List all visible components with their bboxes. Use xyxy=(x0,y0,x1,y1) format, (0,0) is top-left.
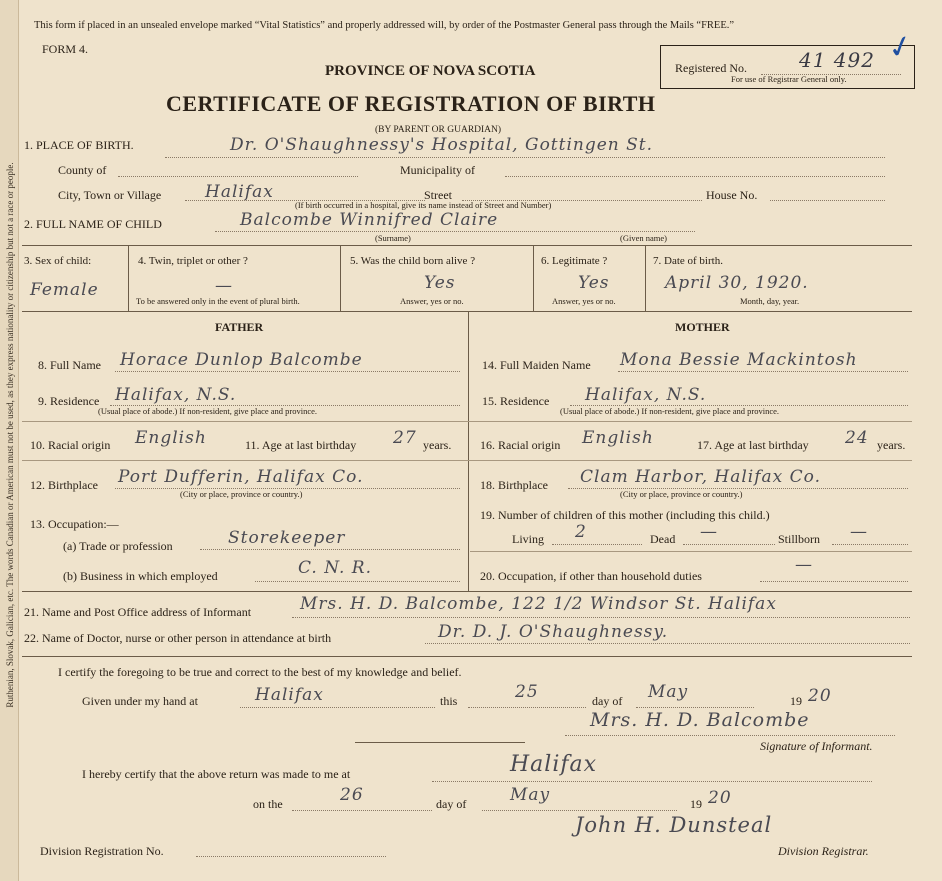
registrar-day-of: day of xyxy=(436,797,467,811)
mother-residence-note: (Usual place of abode.) If non-resident, give place and province. xyxy=(560,406,780,416)
father-birthplace-label: 12. Birthplace xyxy=(30,478,98,492)
registrar-year-prefix: 19 xyxy=(690,797,702,811)
informant-signature: Mrs. H. D. Balcombe xyxy=(590,709,810,731)
twin-value: — xyxy=(215,276,233,296)
dead-label: Dead xyxy=(650,532,676,546)
child-name-label: 2. FULL NAME OF CHILD xyxy=(24,217,162,231)
given-label: Given under my hand at xyxy=(82,694,198,708)
alive-value: Yes xyxy=(424,273,456,293)
father-birthplace-value: Port Dufferin, Halifax Co. xyxy=(118,467,364,487)
this-label: this xyxy=(440,694,458,708)
date-value: April 30, 1920. xyxy=(665,273,809,293)
father-residence-label: 9. Residence xyxy=(38,394,100,408)
mother-racial-value: English xyxy=(582,428,654,448)
informant-label: 21. Name and Post Office address of Informant xyxy=(24,605,252,619)
mother-birthplace-value: Clam Harbor, Halifax Co. xyxy=(580,467,821,487)
day-of-label: day of xyxy=(592,694,623,708)
children-label: 19. Number of children of this mother (including this child.) xyxy=(480,508,770,522)
check-mark-icon: ✓ xyxy=(883,27,918,68)
registered-box xyxy=(660,45,915,89)
father-racial-label: 10. Racial origin xyxy=(30,438,111,452)
date-label: 7. Date of birth. xyxy=(653,255,723,267)
given-month: May xyxy=(648,682,689,702)
doctor-value: Dr. D. J. O'Shaughnessy. xyxy=(438,622,669,642)
given-year-prefix: 19 xyxy=(790,694,802,708)
trade-label: (a) Trade or profession xyxy=(63,539,173,553)
given-day: 25 xyxy=(515,682,539,702)
mother-racial-label: 16. Racial origin xyxy=(480,438,561,452)
dead-value: — xyxy=(700,522,718,542)
legitimate-label: 6. Legitimate ? xyxy=(541,255,608,267)
mother-occupation-value: — xyxy=(795,555,813,575)
postal-notice: This form if placed in an unsealed envelope marked “Vital Statistics” and properly addressed will, by order of the Postmaster General pass through the Mails “FREE.” xyxy=(34,20,735,31)
father-name-label: 8. Full Name xyxy=(38,358,101,372)
registrar-year: 20 xyxy=(708,788,732,808)
county-label: County of xyxy=(58,163,107,177)
mother-age-label: 17. Age at last birthday xyxy=(697,438,809,452)
division-registrar-label: Division Registrar. xyxy=(778,844,869,858)
division-registration-label: Division Registration No. xyxy=(40,844,164,858)
margin-strip xyxy=(0,0,19,881)
given-year: 20 xyxy=(808,686,832,706)
form-number: FORM 4. xyxy=(42,42,89,56)
given-name-note: (Given name) xyxy=(620,233,667,243)
child-name-value: Balcombe Winnifred Claire xyxy=(240,210,499,230)
mother-age-unit: years. xyxy=(877,438,906,452)
father-age-label: 11. Age at last birthday xyxy=(245,438,357,452)
surname-note: (Surname) xyxy=(375,233,411,243)
father-racial-value: English xyxy=(135,428,207,448)
registrar-signature: John H. Dunsteal xyxy=(575,813,773,837)
father-name-value: Horace Dunlop Balcombe xyxy=(120,350,363,370)
business-label: (b) Business in which employed xyxy=(63,569,218,583)
registered-label: Registered No. xyxy=(675,61,747,75)
father-residence-value: Halifax, N.S. xyxy=(115,385,237,405)
twin-note: To be answered only in the event of plural birth. xyxy=(136,296,300,306)
father-residence-note: (Usual place of abode.) If non-resident, give place and province. xyxy=(98,406,318,416)
father-birthplace-note: (City or place, province or country.) xyxy=(180,489,303,499)
province-heading: PROVINCE OF NOVA SCOTIA xyxy=(325,63,536,79)
mother-name-label: 14. Full Maiden Name xyxy=(482,358,591,372)
mother-heading: MOTHER xyxy=(675,320,730,334)
registered-note: For use of Registrar General only. xyxy=(731,74,847,84)
certify-statement: I certify the foregoing to be true and correct to the best of my knowledge and belief. xyxy=(58,665,462,679)
mother-age-value: 24 xyxy=(845,428,869,448)
occupation-label: 13. Occupation:— xyxy=(30,517,119,531)
place-of-birth-value: Dr. O'Shaughnessy's Hospital, Gottingen St. xyxy=(230,135,654,155)
registrar-day: 26 xyxy=(340,785,364,805)
on-the-label: on the xyxy=(253,797,283,811)
registered-number: 41 492 xyxy=(799,48,875,72)
legitimate-note: Answer, yes or no. xyxy=(552,296,616,306)
informant-value: Mrs. H. D. Balcombe, 122 1/2 Windsor St. Halifax xyxy=(300,594,777,614)
father-age-unit: years. xyxy=(423,438,452,452)
doctor-label: 22. Name of Doctor, nurse or other person in attendance at birth xyxy=(24,631,332,645)
living-value: 2 xyxy=(575,522,587,542)
father-heading: FATHER xyxy=(215,320,264,334)
house-label: House No. xyxy=(706,188,758,202)
mother-residence-value: Halifax, N.S. xyxy=(585,385,707,405)
mother-birthplace-note: (City or place, province or country.) xyxy=(620,489,743,499)
alive-label: 5. Was the child born alive ? xyxy=(350,255,476,267)
registrar-place: Halifax xyxy=(510,752,598,777)
living-label: Living xyxy=(512,532,544,546)
sex-value: Female xyxy=(30,280,99,300)
registrar-statement: I hereby certify that the above return was made to me at xyxy=(82,767,351,781)
city-value: Halifax xyxy=(205,182,274,202)
business-value: C. N. R. xyxy=(298,558,373,578)
father-age-value: 27 xyxy=(393,428,417,448)
legitimate-value: Yes xyxy=(578,273,610,293)
stillborn-label: Stillborn xyxy=(778,532,821,546)
date-note: Month, day, year. xyxy=(740,296,800,306)
mother-birthplace-label: 18. Birthplace xyxy=(480,478,548,492)
street-label: Street xyxy=(424,188,452,202)
hospital-note: (If birth occurred in a hospital, give its name instead of Street and Number) xyxy=(295,200,552,210)
mother-residence-label: 15. Residence xyxy=(482,394,550,408)
page-title: CERTIFICATE OF REGISTRATION OF BIRTH xyxy=(166,91,656,116)
mother-name-value: Mona Bessie Mackintosh xyxy=(620,350,858,370)
sex-label: 3. Sex of child: xyxy=(24,255,92,267)
mother-occupation-label: 20. Occupation, if other than household duties xyxy=(480,569,702,583)
signature-informant-label: Signature of Informant. xyxy=(760,739,873,753)
registrar-month: May xyxy=(510,785,551,805)
municipality-label: Municipality of xyxy=(400,163,475,177)
city-label: City, Town or Village xyxy=(58,188,162,202)
given-place: Halifax xyxy=(255,685,324,705)
twin-label: 4. Twin, triplet or other ? xyxy=(138,255,248,267)
place-of-birth-label: 1. PLACE OF BIRTH. xyxy=(24,138,134,152)
alive-note: Answer, yes or no. xyxy=(400,296,464,306)
subtitle: (BY PARENT OR GUARDIAN) xyxy=(375,125,502,135)
trade-value: Storekeeper xyxy=(228,528,346,548)
margin-note: Ruthenian, Slovak, Galician, etc. The words Canadian or American must not be used, as they express nationality or citizenship but not a race or people. xyxy=(5,162,15,708)
stillborn-value: — xyxy=(850,522,868,542)
